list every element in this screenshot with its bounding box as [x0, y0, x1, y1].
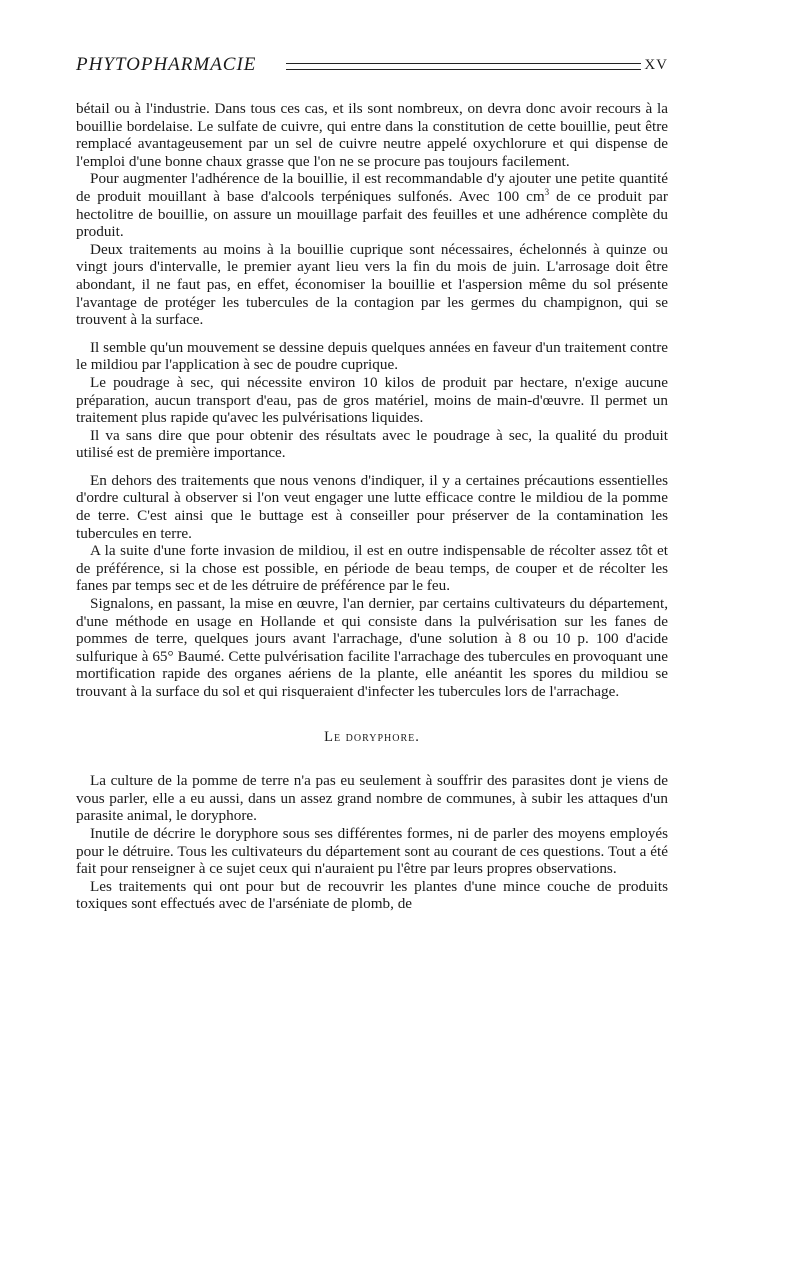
paragraph-6: Il va sans dire que pour obtenir des résultats avec le poudrage à sec, la qualité du produit utilisé est de première importance.	[76, 426, 668, 462]
paragraph-12: Les traitements qui ont pour but de recouvrir les plantes d'une mince couche de produits toxiques sont effectués avec de l'arséniate de plomb, de	[76, 877, 668, 913]
page-number: XV	[644, 57, 668, 73]
paragraph-3: Deux traitements au moins à la bouillie cuprique sont nécessaires, échelonnés à quinze ou vingt jours d'intervalle, le premier ayant lieu vers la fin du mois de juin. L'arrosage doit être abondant, il ne faut pas, en effet, économiser la bouillie et l'aspersion même du sol présente l'avantage de protéger les tubercules de la contagion par les germes du champignon, qui se trouvent à la surface.	[76, 240, 668, 329]
paragraph-11: Inutile de décrire le doryphore sous ses différentes formes, ni de parler des moyens employés pour le détruire. Tous les cultivateurs du département sont au courant de ces questions. Tout a été fait pour renseigner à ce sujet ceux qui n'auraient pu l'être par leurs propres observations.	[76, 824, 668, 878]
paragraph-2-text-end: de ce produit par hectolitre de bouillie, on assure un mouillage parfait des feuilles et une adhérence complète du produit.	[76, 187, 668, 241]
paragraph-10: La culture de la pomme de terre n'a pas eu seulement à souffrir des parasites dont je viens de vous parler, elle a eu aussi, dans un assez grand nombre de communes, à subir les attaques d'un parasite animal, le doryphore.	[76, 772, 668, 825]
paragraph-5: Le poudrage à sec, qui nécessite environ 10 kilos de produit par hectare, n'exige aucune préparation, aucun transport d'eau, pas de gros matériel, moins de main-d'œuvre. Il permet un traitement plus rapide qu'avec les pulvérisations liquides.	[76, 373, 668, 427]
page-body	[76, 100, 668, 913]
paragraph-4: Il semble qu'un mouvement se dessine depuis quelques années en faveur d'un traitement contre le mildiou par l'application à sec de poudre cuprique.	[76, 338, 668, 374]
header-rule-top	[286, 63, 641, 64]
paragraph-2	[76, 170, 668, 240]
superscript-three: 3	[544, 186, 550, 197]
section-title: Le doryphore.	[324, 728, 420, 745]
running-title: PHYTOPHARMACIE	[76, 54, 257, 75]
paragraph-2-text: Pour augmenter l'adhérence de la bouillie, il est recommandable d'y ajouter une petite quantité de produit mouillant à base d'alcools terpéniques sulfonés. Avec 100 cm	[76, 170, 668, 205]
paragraph-7: En dehors des traitements que nous venons d'indiquer, il y a certaines précautions essentielles d'ordre cultural à observer si l'on veut engager une lutte efficace contre le mildiou de la pomme de terre. C'est ainsi que le buttage est à conseiller pour préserver de la contamination les tubercules en terre.	[76, 471, 668, 542]
paragraph-8: A la suite d'une forte invasion de mildiou, il est en outre indispensable de récolter assez tôt et de préférence, si la chose est possible, en période de beau temps, de couper et de récolter les fanes par temps sec et de les détruire de préférence par le feu.	[76, 542, 668, 595]
paragraph-9: Signalons, en passant, la mise en œuvre, l'an dernier, par certains cultivateurs du département, d'une méthode en usage en Hollande et qui consiste dans la pulvérisation sur les fanes de pommes de terre, quelques jours avant l'arrachage, d'une solution à 8 ou 10 p. 100 d'acide sulfurique à 65° Baumé. Cette pulvérisation facilite l'arrachage des tubercules en provoquant une mortification rapide des organes aériens de la plante, elle anéantit les spores du mildiou se trouvant à la surface du sol et qui risqueraient d'infecter les tubercules lors de l'arrachage.	[76, 595, 668, 700]
header-rule-bottom	[286, 69, 641, 70]
page-header	[76, 54, 668, 82]
paragraph-1: bétail ou à l'industrie. Dans tous ces cas, et ils sont nombreux, on devra donc avoir recours à la bouillie bordelaise. Le sulfate de cuivre, qui entre dans la constitution de cette bouillie, peut être remplacé avantageusement par un sel de cuivre neutre appelé oxychlorure et qui dispense de l'emploi d'une bonne chaux grasse que l'on ne se procure pas toujours facilement.	[76, 100, 668, 170]
